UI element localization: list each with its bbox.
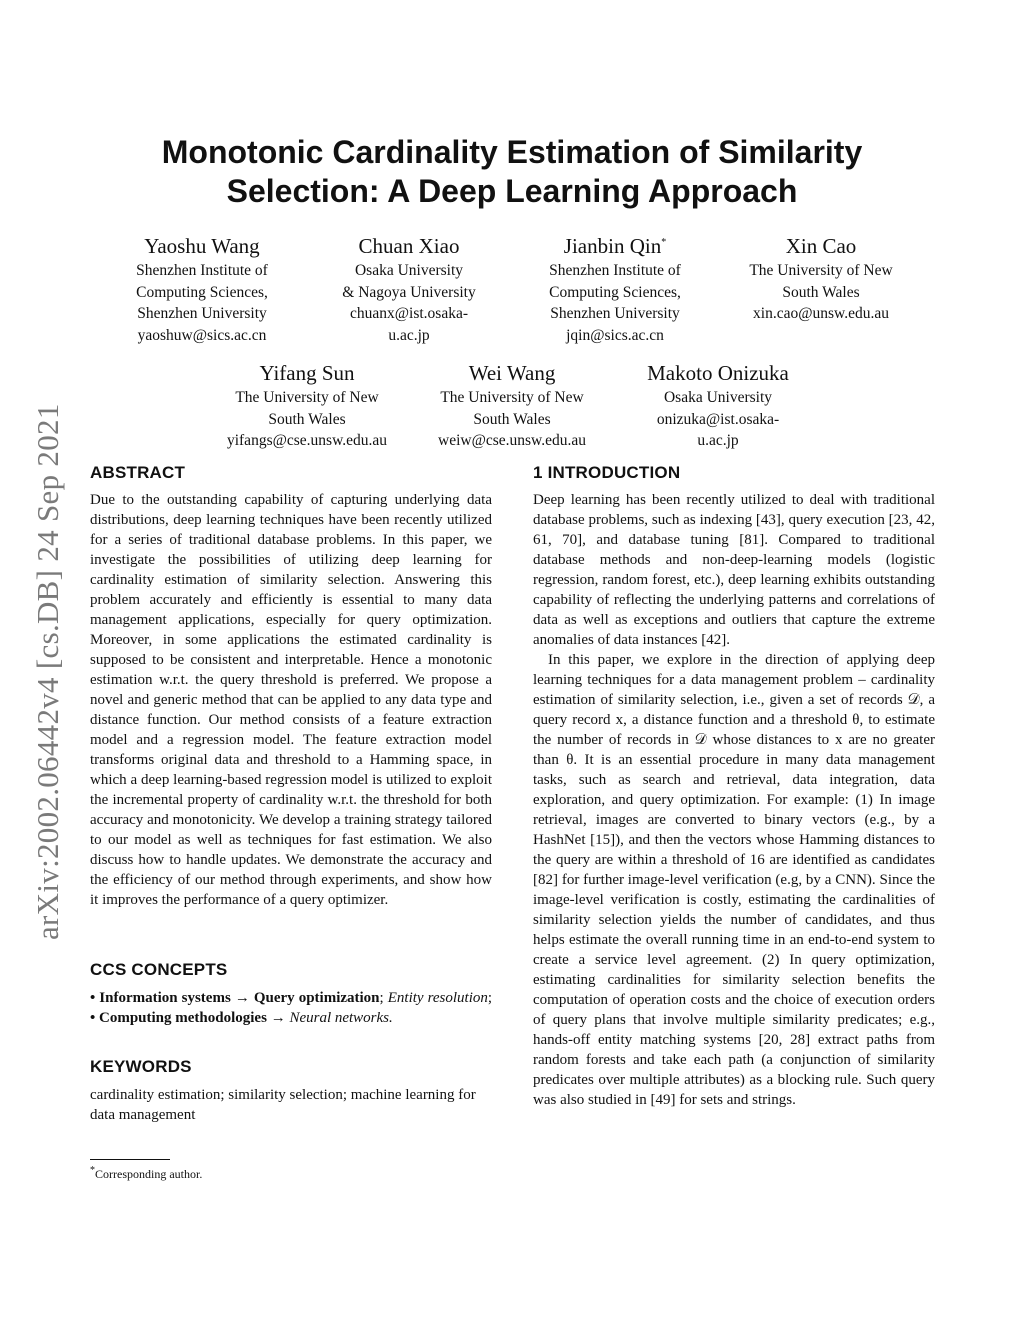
author-email: yaoshuw@sics.ac.cn	[137, 327, 267, 345]
abstract-text: Due to the outstanding capability of capturing underlying data distributions, deep learning techniques have been recently utilized for a series of traditional database problems. In this paper, we investigate the possibilities of utilizing deep learning for cardinality estimation of similarity selection. Answering this problem accurately and efficiently is essential to many data management applications, especially for query optimization. Moreover, in some applications the estimated cardinality is supposed to be consistent and interpretable. Hence a monotonic estimation w.r.t. the query threshold is preferred. We propose a novel and generic method that can be applied to any data type and distance function. Our method consists of a feature extraction model and a regression model. The feature extraction model transforms original data and threshold to a Hamming space, in which a deep learning-based regression model is utilized to exploit the incremental property of cardinality w.r.t. the threshold for both accuracy and monotonicity. We develop a training strategy tailored to our model as well as techniques for fast estimation. We also discuss how to handle updates. We demonstrate the accuracy and the efficiency of our method through experiments, and show how it improves the performance of a query optimizer.	[90, 492, 492, 908]
author-affiliation: Computing Sciences,	[549, 283, 681, 301]
footnote-mark: *	[90, 1165, 95, 1176]
author-affiliation: South Wales	[782, 283, 860, 301]
author-email: u.ac.jp	[697, 432, 739, 450]
author-name: Wei Wang	[468, 361, 556, 385]
footnote-divider	[90, 1159, 170, 1160]
author-email: weiw@cse.unsw.edu.au	[438, 432, 586, 450]
corresponding-mark: *	[661, 237, 667, 248]
author-block-3	[515, 232, 715, 347]
ccs-concept-secondary: Query optimization	[253, 990, 380, 1006]
intro-paragraph-2: In this paper, we explore in the direction of applying deep learning techniques for a data management problem – cardinality estimation of similarity selection, i.e., given a set of records 𝒟, a query record x, a distance function and a threshold θ, to estimate the number of records in 𝒟 whose distances to x are no greater than θ. It is an essential procedure in many data management tasks, such as search and retrieval, data integration, data exploration, and query optimization. For example: (1) In image retrieval, images are converted to binary vectors (e.g., by a HashNet [15]), and then the vectors whose Hamming distances to the query are within a threshold of 16 are identified as candidates [82] for further image-level verification (e.g, by a CNN). Since the image-level verification is costly, estimating the cardinalities of similarity selection yields the number of candidates, and thus helps estimate the overall running time in an end-to-end system to create a service level agreement. (2) In query optimization, estimating cardinalities for similarity selection benefits the computation of operation costs and the choice of execution orders of query plans that involve multiple similarity predicates; e.g., hands-off entity matching systems [20, 28] extract paths from random forests and take each path (a conjunction of similarity predicates over multiple attributes) as a blocking rule. Such query was also studied in [49] for sets and strings.	[533, 652, 935, 1108]
author-name: Yifang Sun	[259, 361, 355, 385]
author-name: Chuan Xiao	[358, 234, 460, 258]
title-line-2: Selection: A Deep Learning Approach	[226, 173, 798, 209]
ccs-concepts	[90, 988, 492, 1028]
keywords-heading: KEYWORDS	[90, 1057, 192, 1076]
author-block-6	[410, 359, 614, 452]
abstract-heading: ABSTRACT	[90, 463, 186, 482]
footnote	[90, 1166, 202, 1182]
keywords-text: cardinality estimation; similarity selection; machine learning for data management	[90, 1087, 476, 1123]
ccs-concept-tertiary: Entity resolution	[387, 990, 488, 1006]
author-affiliation: Osaka University	[354, 262, 464, 279]
author-affiliation: Shenzhen University	[137, 305, 267, 323]
author-email: onizuka@ist.osaka-	[656, 410, 780, 428]
ccs-separator: ;	[487, 990, 493, 1006]
introduction-heading: 1 INTRODUCTION	[533, 463, 681, 482]
author-affiliation: & Nagoya University	[342, 283, 476, 301]
author-affiliation: The University of New	[235, 389, 379, 406]
author-block-4	[719, 232, 923, 325]
author-name: Makoto Onizuka	[647, 361, 789, 385]
author-email: xin.cao@unsw.edu.au	[753, 305, 889, 323]
arxiv-identifier: arXiv:2002.06442v4 [cs.DB] 24 Sep 2021	[30, 403, 65, 940]
ccs-concept-primary: • Computing methodologies	[90, 1010, 267, 1026]
author-block-5	[202, 359, 412, 452]
introduction-body	[533, 490, 935, 1110]
title-line-1: Monotonic Cardinality Estimation of Similarity	[161, 134, 863, 170]
ccs-arrow: →	[230, 990, 254, 1006]
author-name: Xin Cao	[785, 234, 857, 258]
author-email: u.ac.jp	[388, 327, 430, 345]
ccs-concept-primary: • Information systems	[90, 990, 231, 1006]
ccs-arrow: →	[266, 1010, 290, 1026]
paper-title	[100, 133, 924, 211]
ccs-separator: ;	[379, 990, 388, 1006]
abstract-body	[90, 490, 492, 910]
author-email: chuanx@ist.osaka-	[349, 305, 468, 323]
intro-paragraph-1: Deep learning has been recently utilized to deal with traditional database problems, such as indexing [43], query execution [23, 42, 61, 70], and database tuning [81]. Compared to traditional database methods and non-deep-learning models (logistic regression, random forest, etc.), deep learning exhibits outstanding capability of reflecting the underlying patterns and correlations of data as well as exceptions and outliers that capture the extreme anomalies of data instances [42].	[533, 492, 935, 648]
author-email: yifangs@cse.unsw.edu.au	[226, 432, 388, 450]
author-email: jqin@sics.ac.cn	[566, 327, 664, 345]
author-affiliation: The University of New	[749, 262, 893, 279]
author-affiliation: Shenzhen Institute of	[136, 262, 268, 279]
keywords-body	[90, 1085, 492, 1125]
author-affiliation: South Wales	[268, 410, 346, 428]
author-name: Jianbin Qin*	[563, 234, 667, 258]
author-affiliation: The University of New	[440, 389, 584, 406]
author-affiliation: Shenzhen University	[550, 305, 680, 323]
author-block-7	[620, 359, 816, 452]
footnote-text: Corresponding author.	[95, 1167, 203, 1181]
author-name: Yaoshu Wang	[144, 234, 260, 258]
author-affiliation: Shenzhen Institute of	[549, 262, 681, 279]
ccs-concept-tertiary: Neural networks.	[289, 1010, 393, 1026]
author-block-2	[309, 232, 509, 347]
ccs-heading: CCS CONCEPTS	[90, 960, 228, 979]
author-affiliation: South Wales	[473, 410, 551, 428]
author-affiliation: Osaka University	[663, 389, 773, 406]
author-block-1	[102, 232, 302, 347]
author-affiliation: Computing Sciences,	[136, 283, 268, 301]
